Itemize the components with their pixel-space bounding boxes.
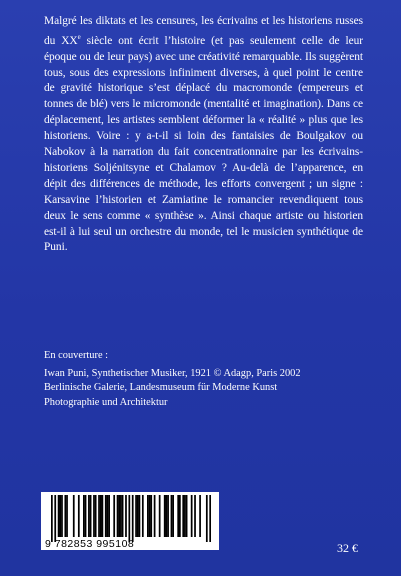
barcode-bar xyxy=(78,495,80,537)
barcode-bar xyxy=(113,495,115,537)
price: 32 € xyxy=(337,541,358,555)
barcode-bar xyxy=(132,495,134,542)
barcode-bar xyxy=(209,495,211,542)
barcode-digits: 9 782853 995108 xyxy=(45,538,135,550)
barcode-bar xyxy=(90,495,92,537)
barcode-bar xyxy=(167,495,169,537)
barcode-bar xyxy=(93,495,95,537)
barcode-bar xyxy=(66,495,68,537)
cover-credit xyxy=(44,349,364,410)
barcode-bar xyxy=(154,495,156,537)
barcode-bar xyxy=(149,495,151,537)
barcode-bar xyxy=(61,495,63,537)
barcode-bar xyxy=(142,495,144,537)
barcode-bar xyxy=(177,495,179,537)
barcode-bar xyxy=(102,495,104,537)
barcode-bar xyxy=(179,495,181,537)
barcode-bar xyxy=(135,495,137,537)
barcode-bar xyxy=(150,495,152,537)
cover-credit-heading: En couverture : xyxy=(44,350,109,361)
barcode-bar xyxy=(64,495,66,537)
barcode-bar xyxy=(118,495,120,537)
barcode-bar xyxy=(166,495,168,537)
blurb-text-rest: siècle ont écrit l’histoire (et pas seulement celle de leur époque ou de leur pays) avec une créativité remarquable. Ils suggèrent tous, sous des expressions infiniment diverses, à quel point le centre de gravité historique s’est déplacé du macromonde (empereurs et tonnes de blé) vers le micromonde (mentalité et imagination). Dans ce déplacement, les artistes semblent déformer la « réalité » plus que les historiens. Voire : y a-t-il si loin des fantaisies de Boulgakov ou Nabokov à la narration du fait concentrationnaire par les écrivains-historiens Soljénitsyne et Chalamov ? Au-delà de l’apparence, en dépit des différences de méthode, les efforts convergent ; un signe : Karsavine l’historien et Zamiatine le romancier revendiquent tous deux le sens comme « synthèse ». Ainsi chaque artiste ou historien est-il à lui seul un orchestre du monde, tel le musicien synthétique de Puni. xyxy=(44,34,363,254)
barcode-bar xyxy=(147,495,149,537)
barcode-bar xyxy=(107,495,109,537)
century-superscript: e xyxy=(77,32,81,41)
barcode-bar xyxy=(206,495,208,542)
barcode-bar xyxy=(117,495,119,537)
back-cover-blurb xyxy=(44,14,363,256)
barcode-bar xyxy=(54,495,56,542)
barcode-bar xyxy=(108,495,110,537)
barcode-bar xyxy=(137,495,139,537)
barcode-bar xyxy=(120,495,122,537)
barcode-bar xyxy=(85,495,87,537)
barcode-bar xyxy=(128,495,130,542)
barcode-bar xyxy=(100,495,102,537)
barcode-bar xyxy=(171,495,173,537)
barcode-bar xyxy=(83,495,85,537)
barcode-bars xyxy=(51,495,211,543)
barcode-bar xyxy=(58,495,60,537)
barcode-bar xyxy=(182,495,184,537)
barcode-bar xyxy=(184,495,186,537)
barcode-bar xyxy=(125,495,127,537)
barcode-bar xyxy=(194,495,196,537)
barcode-bar xyxy=(172,495,174,537)
barcode-bar xyxy=(164,495,166,537)
barcode-bar xyxy=(95,495,97,537)
barcode-bar xyxy=(139,495,141,537)
barcode-bar xyxy=(51,495,53,542)
barcode-bar xyxy=(88,495,90,537)
cover-credit-line-3: Photographie und Architektur xyxy=(44,396,168,408)
isbn-barcode xyxy=(41,492,219,550)
barcode-bar xyxy=(186,495,188,537)
barcode-bar xyxy=(98,495,100,537)
barcode-bar xyxy=(73,495,75,537)
barcode-bar xyxy=(199,495,201,537)
barcode-bar xyxy=(191,495,193,537)
cover-credit-line-2: Berlinische Galerie, Landesmuseum für Moderne Kunst xyxy=(44,382,278,394)
barcode-bar xyxy=(122,495,124,537)
barcode-bar xyxy=(105,495,107,537)
barcode-bar xyxy=(159,495,161,537)
cover-credit-line-1: Iwan Puni, Synthetischer Musiker, 1921 © Adagp, Paris 2002 xyxy=(44,368,301,380)
barcode-bar xyxy=(59,495,61,537)
blurb-text-start: Malgré les diktats et les censures, les écrivains et les historiens russes du XX xyxy=(44,15,363,47)
